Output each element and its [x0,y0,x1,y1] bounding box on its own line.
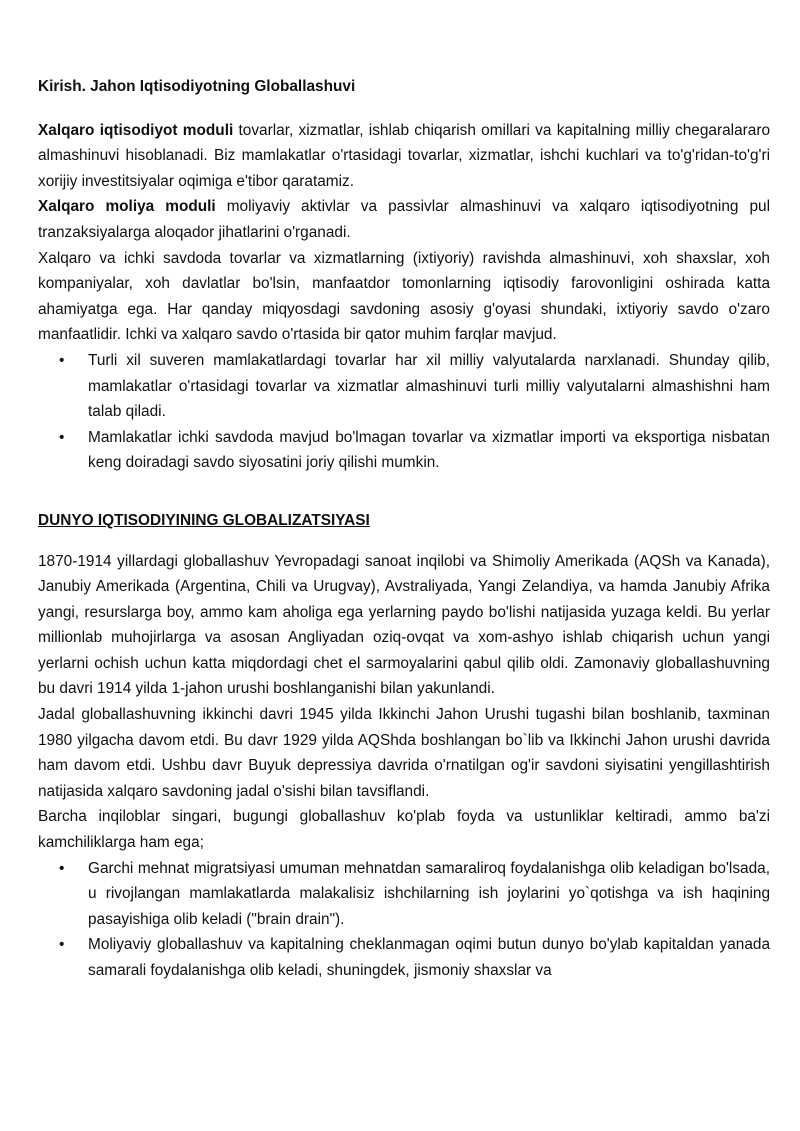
list-item-text: Turli xil suveren mamlakatlardagi tovarlar har xil milliy valyutalarda narxlanadi. Shunday qilib, mamlakatlar o'rtasidagi tovarlar va xizmatlar almashinuvi turli milliy valyutalarni almashishni ham talab qiladi. [88,351,770,421]
intro-paragraph-1 [38,118,770,195]
document-content [38,74,770,984]
list-item-text: Garchi mehnat migratsiyasi umuman mehnatdan samaraliroq foydalanishga olib keladigan bo'lsada, u rivojlangan mamlakatlarda malakalisiz ishchilarning ish joylarini yo`qotishga va ish haqining pasayishiga olib keladi ("brain drain"). [88,859,770,928]
intro-paragraph-2 [38,194,770,245]
list-item [38,425,770,476]
section-paragraph-1: 1870-1914 yillardagi globallashuv Yevropadagi sanoat inqilobi va Shimoliy Amerikada (AQSh va Kanada), Janubiy Amerikada (Argentina, Chili va Urugvay), Avstraliyada, Yangi Zelandiya, va hamda Janubiy Afrika yangi, resurslarga boy, ammo kam aholiga ega yerlarning paydo bo'lishi natijasida yuzaga keldi. Bu yerlar millionlab muhojirlarga va asosan Angliyadan oziq-ovqat va xom-ashyo ishlab chiqarish uchun yangi yerlarni ochish uchun katta miqdordagi chet el sarmoyalarini qabul qilib oldi. Zamonaviy globallashuvning bu davri 1914 yilda 1-jahon urushi boshlanganishi bilan yakunlandi. [38,552,770,698]
spacer [38,476,770,492]
bullet-icon: • [59,936,65,954]
list-item [38,856,770,933]
section-heading: DUNYO IQTISODIYINING GLOBALIZATSIYASI [38,511,370,529]
bullet-icon: • [59,428,65,446]
paragraph-text: tovarlar, xizmatlar, ishlab chiqarish omillari va kapitalning milliy chegaralararo almashinuvi hisoblanadi. Biz mamlakatlar o'rtasidagi tovarlar, xizmatlar, ishchi kuchlari va to'g'ridan-to'g'ri xorijiy investitsiyalar oqimiga e'tibor qaratamiz. [38,121,770,190]
section-paragraph-3: Barcha inqiloblar singari, bugungi globallashuv ko'plab foyda va ustunliklar keltiradi, ammo ba'zi kamchiliklarga ham ega; [38,808,770,852]
bullet-icon: • [59,351,65,369]
list-item [38,348,770,425]
section-paragraph-2: Jadal globallashuvning ikkinchi davri 1945 yilda Ikkinchi Jahon Urushi tugashi bilan boshlanib, taxminan 1980 yilgacha davom etdi. Bu davr 1929 yilda AQShda boshlangan bo`lib va Ikkinchi Jahon urushi davrida ham davom etdi. Ushbu davr Buyuk depressiya davrida o'rnatilgan og'ir savdoni siyisatini yengillashtirish natijasida xalqaro savdoning jadal o'sishi bilan tavsiflandi. [38,706,770,800]
bullet-icon: • [59,859,65,877]
paragraph-text: moliyaviy aktivlar va passivlar almashinuvi va xalqaro iqtisodiyotning pul tranzaksiyalarga aloqador jihatlarini o'rganadi. [38,198,771,241]
intro-bullet-list [38,348,770,476]
section-bullet-list [38,856,770,984]
list-item [38,932,770,983]
term-bold: Xalqaro iqtisodiyot moduli [38,121,234,139]
term-bold: Xalqaro moliya moduli [38,198,216,216]
page-title: Kirish. Jahon Iqtisodiyotning Globallashuvi [38,78,356,95]
intro-paragraph-3: Xalqaro va ichki savdoda tovarlar va xizmatlarning (ixtiyoriy) ravishda almashinuvi, xoh shaxslar, xoh kompaniyalar, xoh davlatlar bo'lsin, manfaatdor tomonlarning iqtisodiy farovonligini oshirada katta ahamiyatga ega. Har qanday miqyosdagi savdoning asosiy g'oyasi shundaki, ixtiyoriy savdo o'zaro manfaatlidir. Ichki va xalqaro savdo o'rtasida bir qator muhim farqlar mavjud. [38,249,770,344]
list-item-text: Mamlakatlar ichki savdoda mavjud bo'lmagan tovarlar va xizmatlar importi va eksportiga nisbatan keng doiradagi savdo siyosatini joriy qilishi mumkin. [88,428,770,472]
list-item-text: Moliyaviy globallashuv va kapitalning cheklanmagan oqimi butun dunyo bo'ylab kapitaldan yanada samarali foydalanishga olib keladi, shuningdek, jismoniy shaxslar va [88,936,770,979]
